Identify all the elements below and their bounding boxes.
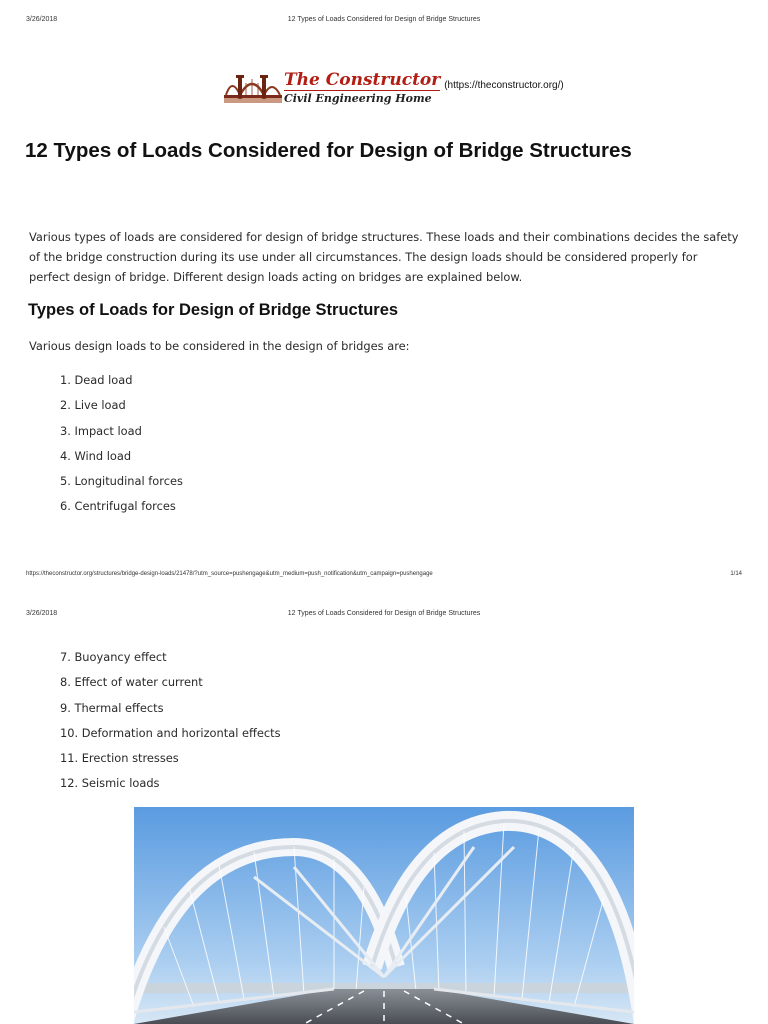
print-title: 12 Types of Loads Considered for Design of Bridge Structures	[287, 16, 481, 23]
list-item: 2. Live load	[60, 398, 126, 413]
list-item: 10. Deformation and horizontal effects	[60, 725, 281, 740]
list-item: 6. Centrifugal forces	[60, 499, 176, 514]
site-logo[interactable]	[224, 70, 564, 106]
bridge-photo	[134, 807, 634, 1024]
article-title: 12 Types of Loads Considered for Design of Bridge Structures	[25, 139, 632, 162]
print-title: 12 Types of Loads Considered for Design of Bridge Structures	[287, 610, 481, 617]
logo-tagline: Civil Engineering Home	[284, 92, 432, 105]
logo-brand: The Constructor	[284, 70, 441, 90]
print-date: 3/26/2018	[26, 16, 58, 23]
bridge-logo-icon	[224, 71, 282, 105]
logo-link[interactable]: (https://theconstructor.org/)	[444, 79, 564, 91]
article-intro: Various types of loads are considered for design of bridge structures. These loads and their combinations decides the safety of the bridge construction during its use under all circumstances. The design loads should be considered properly for perfect design of bridge. Different design loads acting on bridges are explained below.	[29, 230, 739, 284]
list-item: 3. Impact load	[60, 423, 142, 438]
list-item: 8. Effect of water current	[60, 675, 203, 690]
list-item: 4. Wind load	[60, 448, 132, 463]
list-item: 11. Erection stresses	[60, 751, 179, 766]
list-item: 9. Thermal effects	[60, 700, 164, 715]
list-item: 5. Longitudinal forces	[60, 474, 183, 489]
print-page-number: 1/14	[730, 571, 742, 577]
list-intro: Various design loads to be considered in the design of bridges are:	[29, 339, 410, 353]
print-date: 3/26/2018	[26, 610, 58, 617]
list-item: 1. Dead load	[60, 373, 133, 387]
print-url: https://theconstructor.org/structures/bridge-design-loads/21478/?utm_source=pushengage&utm_medium=push_notification&utm_campaign=pushengage	[26, 571, 433, 577]
section-heading: Types of Loads for Design of Bridge Structures	[28, 301, 399, 319]
list-item: 7. Buoyancy effect	[60, 650, 167, 664]
loads-list-page1	[60, 368, 183, 520]
list-item: 12. Seismic loads	[60, 776, 160, 791]
loads-list-page2	[60, 645, 281, 797]
